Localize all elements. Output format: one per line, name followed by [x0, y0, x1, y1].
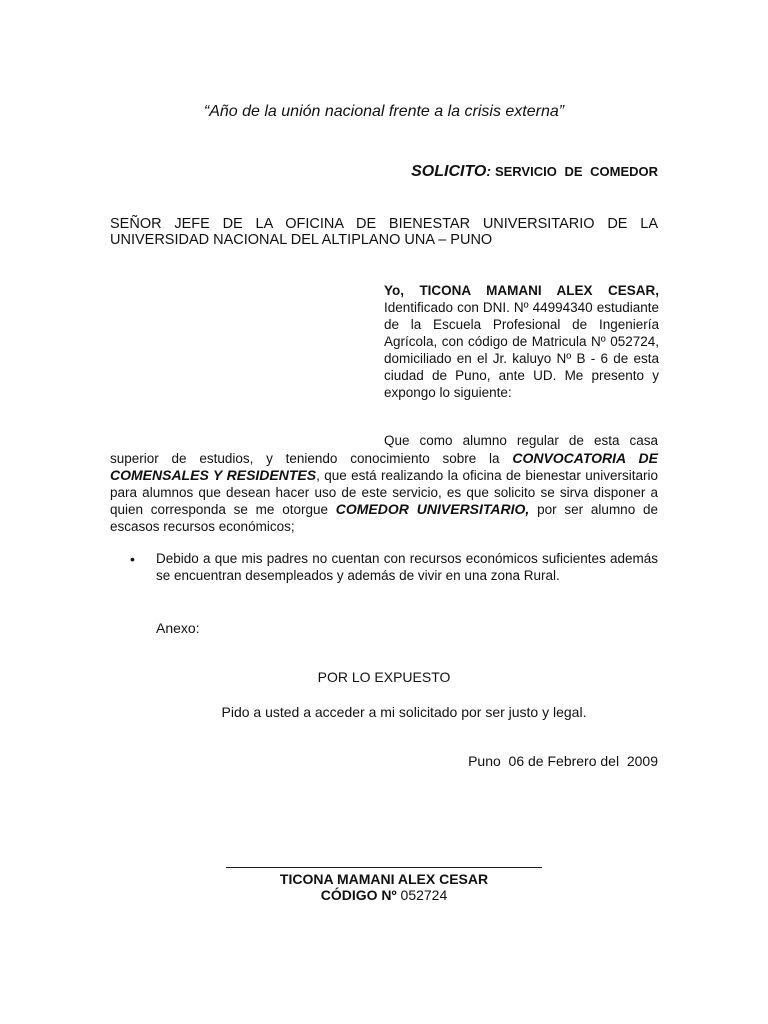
- body-emphasis-comedor: COMEDOR UNIVERSITARIO,: [335, 501, 530, 517]
- body-paragraph: [110, 433, 658, 535]
- letter-date: Puno 06 de Febrero del 2009: [468, 753, 658, 769]
- year-motto: “Año de la unión nacional frente a la crisis externa”: [203, 103, 565, 120]
- addressee-line-2: UNIVERSIDAD NACIONAL DEL ALTIPLANO UNA – PUNO: [110, 232, 493, 248]
- closing-expuesto: [0, 669, 768, 685]
- body-text-3: por ser alumno de escasos recursos económicos;: [110, 502, 658, 534]
- anexo-label: Anexo:: [156, 620, 200, 636]
- signature-code-label: CÓDIGO Nº: [320, 887, 397, 903]
- body-emphasis-convocatoria: CONVOCATORIA DE COMENSALES Y RESIDENTES: [110, 449, 658, 483]
- closing-request: Pido a usted a acceder a mi solicitado por ser justo y legal.: [221, 704, 587, 720]
- body-text-2: , que está realizando la oficina de bienestar universitario para alumnos que desean hacer uso de este servicio, es que solicito se sirva disponer a quien corresponda se me otorgue: [110, 468, 659, 517]
- subject-text: SERVICIO DE COMEDOR: [494, 164, 658, 179]
- subject-colon: :: [486, 163, 492, 179]
- signature-line: [226, 867, 542, 868]
- addressee-line-1: SEÑOR JEFE DE LA OFICINA DE BIENESTAR UNIVERSITARIO DE LA: [110, 216, 658, 232]
- closing-expuesto-text: POR LO EXPUESTO: [317, 669, 451, 685]
- subject-keyword: SOLICITO: [411, 163, 487, 180]
- addressee-block: [110, 216, 658, 248]
- subject-line: [411, 163, 658, 180]
- applicant-intro: [384, 282, 659, 401]
- bullet-icon: •: [130, 551, 135, 567]
- bullet-text: Debido a que mis padres no cuentan con recursos económicos suficientes además se encuentran desempleados y además de vivir en una zona Rural.: [156, 551, 658, 583]
- body-text-1: Que como alumno regular de esta casa superior de estudios, y teniendo conocimiento sobre la: [110, 433, 658, 466]
- applicant-name: Yo, TICONA MAMANI ALEX CESAR,: [384, 283, 659, 298]
- signature-code-value: 052724: [400, 887, 448, 903]
- signature-code: [0, 887, 768, 903]
- applicant-details: Identificado con DNI. Nº 44994340 estudiante de la Escuela Profesional de Ingeniería Agrícola, con código de Matricula Nº 052724, domiciliado en el Jr. kaluyo Nº B - 6 de esta ciudad de Puno, ante UD. Me presento y expongo lo siguiente:: [384, 300, 659, 400]
- signature-name: TICONA MAMANI ALEX CESAR: [279, 871, 489, 887]
